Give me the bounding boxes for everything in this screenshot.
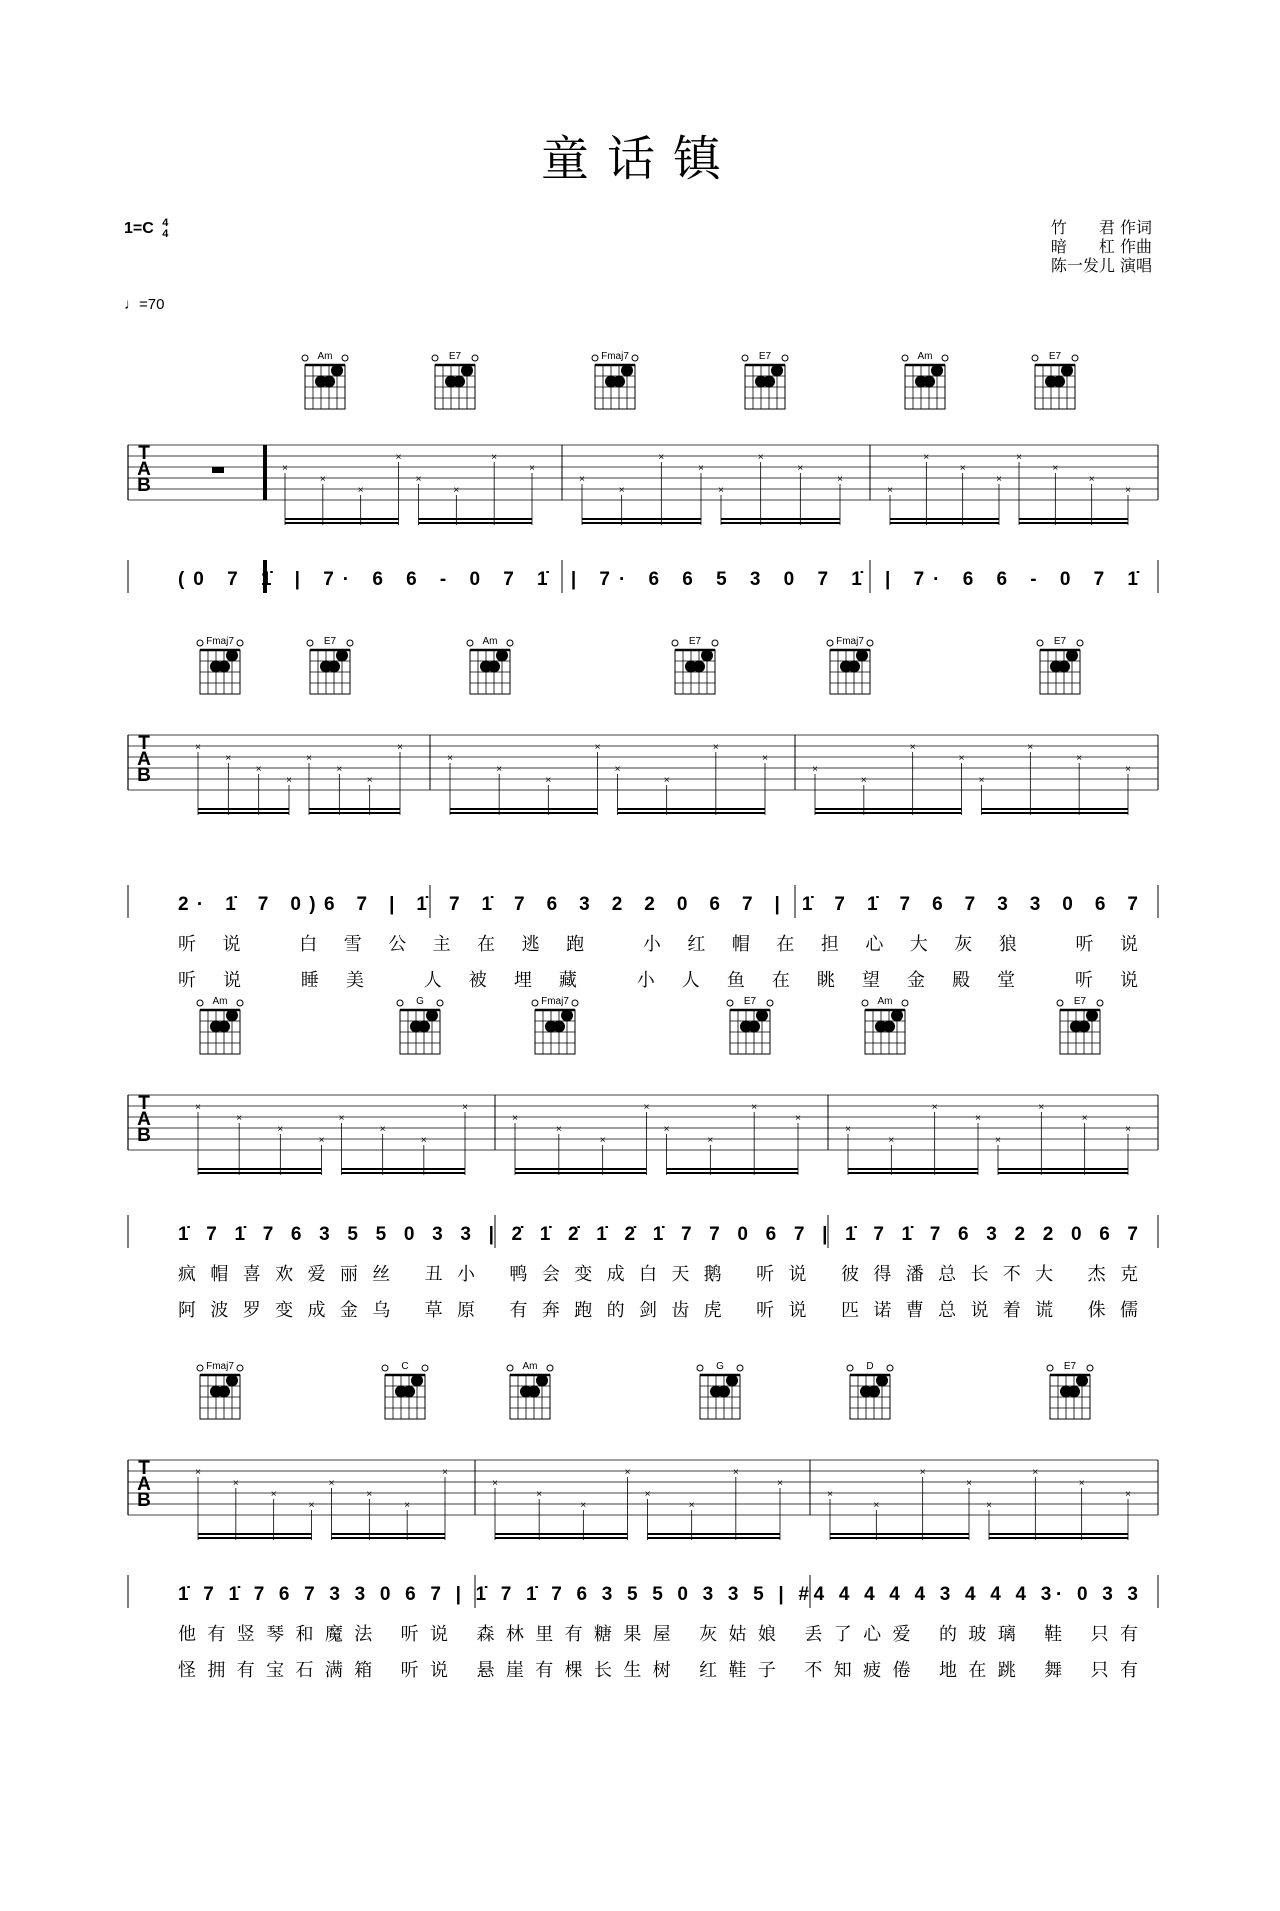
chord-name-3-1: C — [401, 1361, 409, 1372]
tab-note: × — [306, 753, 312, 764]
open-string-mark — [507, 1365, 513, 1371]
chord-name-2-0: Am — [212, 996, 228, 1007]
finger-dot — [726, 1375, 738, 1387]
tab-note: × — [512, 1113, 518, 1124]
open-string-mark — [547, 1365, 553, 1371]
tab-note: × — [195, 1102, 201, 1113]
tab-note: × — [959, 463, 966, 474]
finger-dot — [923, 376, 935, 388]
credit-singer: 陈一发儿 演唱 — [1050, 256, 1152, 275]
tab-note: × — [270, 1489, 277, 1500]
open-string-mark — [697, 1365, 703, 1371]
tab-letter-B: B — [137, 1125, 151, 1146]
tab-note: × — [698, 463, 704, 474]
tab-note: × — [195, 742, 201, 753]
open-string-mark — [432, 355, 438, 361]
open-string-mark — [1097, 1000, 1103, 1006]
chord-name-0-5: E7 — [1048, 351, 1062, 362]
tab-note: × — [762, 753, 768, 764]
jianpu-line-0: (0 7 1̇ | 7· 6 6 - 0 7 1̇ | 7· 6 6 5 3 0 7 1̇ | 7· 6 6 - 0 7 1̇ — [178, 569, 1138, 590]
finger-dot — [1061, 365, 1073, 377]
tab-note: × — [663, 775, 670, 786]
chord-name-1-2: Am — [482, 636, 498, 647]
chord-name-3-0: Fmaj7 — [206, 1361, 234, 1372]
tab-note: × — [286, 775, 292, 786]
tab-note: × — [1125, 1489, 1131, 1500]
open-string-mark — [507, 640, 513, 646]
open-string-mark — [1047, 1365, 1053, 1371]
chord-name-0-3: E7 — [758, 351, 772, 362]
chord-name-2-2: Fmaj7 — [541, 996, 569, 1007]
finger-dot — [323, 376, 335, 388]
finger-dot — [891, 1010, 903, 1022]
finger-dot — [453, 376, 465, 388]
tab-note: × — [797, 463, 804, 474]
tab-note: × — [462, 1102, 468, 1113]
finger-dot — [461, 365, 473, 377]
tab-note: × — [496, 764, 503, 775]
chord-name-0-4: Am — [917, 351, 933, 362]
finger-dot — [403, 1386, 415, 1398]
tab-letter-T: T — [138, 443, 150, 464]
tab-note: × — [757, 452, 764, 463]
open-string-mark — [467, 640, 473, 646]
chord-name-3-5: E7 — [1063, 1361, 1077, 1372]
tab-note: × — [795, 1113, 801, 1124]
finger-dot — [613, 376, 625, 388]
tab-note: × — [1032, 1467, 1039, 1478]
finger-dot — [218, 1386, 230, 1398]
tab-note: × — [420, 1135, 427, 1146]
finger-dot — [1086, 1010, 1098, 1022]
tab-note: × — [663, 1124, 670, 1135]
chord-name-3-2: Am — [522, 1361, 538, 1372]
tab-note: × — [618, 485, 625, 496]
open-string-mark — [782, 355, 788, 361]
tab-note: × — [318, 1135, 325, 1146]
finger-dot — [418, 1021, 430, 1033]
finger-dot — [868, 1386, 880, 1398]
tab-note: × — [308, 1500, 315, 1511]
finger-dot — [1076, 1375, 1088, 1387]
tab-note: × — [1125, 764, 1131, 775]
open-string-mark — [902, 355, 908, 361]
chord-name-1-3: E7 — [688, 636, 702, 647]
tab-note: × — [1088, 474, 1095, 485]
chord-name-1-1: E7 — [323, 636, 337, 647]
tab-note: × — [751, 1102, 758, 1113]
chord-name-0-1: E7 — [448, 351, 462, 362]
tab-note: × — [888, 1135, 895, 1146]
finger-dot — [748, 1021, 760, 1033]
tab-note: × — [338, 1113, 345, 1124]
finger-dot — [931, 365, 943, 377]
tab-note: × — [845, 1124, 851, 1135]
tab-note: × — [379, 1124, 386, 1135]
open-string-mark — [532, 1000, 538, 1006]
open-string-mark — [827, 640, 833, 646]
tab-note: × — [594, 742, 601, 753]
finger-dot — [496, 650, 508, 662]
tab-note: × — [919, 1467, 926, 1478]
lyrics-verse1-3: 他有竖琴和魔法 听说 森林里有糖果屋 灰姑娘 丢了心爱 的玻璃 鞋 只有 — [178, 1624, 1138, 1645]
whole-rest — [212, 467, 224, 473]
tab-note: × — [923, 452, 930, 463]
finger-dot — [621, 365, 633, 377]
finger-dot — [426, 1010, 438, 1022]
finger-dot — [1053, 376, 1065, 388]
tab-note: × — [492, 1478, 498, 1489]
open-string-mark — [942, 355, 948, 361]
tab-note: × — [397, 742, 403, 753]
tab-note: × — [404, 1500, 411, 1511]
finger-dot — [218, 661, 230, 673]
tab-note: × — [395, 452, 402, 463]
tab-note: × — [255, 764, 262, 775]
tab-note: × — [195, 1467, 201, 1478]
open-string-mark — [1072, 355, 1078, 361]
tab-note: × — [978, 775, 985, 786]
tab-note: × — [658, 452, 665, 463]
tab-letter-T: T — [138, 1458, 150, 1479]
tab-note: × — [860, 775, 867, 786]
tab-note: × — [732, 1467, 739, 1478]
finger-dot — [718, 1386, 730, 1398]
finger-dot — [1066, 650, 1078, 662]
tab-note: × — [232, 1478, 239, 1489]
open-string-mark — [237, 1365, 243, 1371]
finger-dot — [848, 661, 860, 673]
open-string-mark — [1032, 355, 1038, 361]
tab-letter-A: A — [137, 749, 151, 770]
tab-note: × — [827, 1489, 833, 1500]
tab-letter-T: T — [138, 733, 150, 754]
tab-note: × — [777, 1478, 783, 1489]
tab-note: × — [415, 474, 422, 485]
tab-note: × — [319, 474, 326, 485]
chord-name-2-3: E7 — [743, 996, 757, 1007]
tab-note: × — [366, 775, 373, 786]
lyrics-verse2-2: 阿波罗变成金乌 草原 有奔跑的剑齿虎 听说 匹诺曹总说着谎 侏儒 — [178, 1300, 1138, 1321]
finger-dot — [411, 1375, 423, 1387]
tab-note: × — [909, 742, 916, 753]
tab-note: × — [644, 1489, 651, 1500]
finger-dot — [528, 1386, 540, 1398]
finger-dot — [226, 1010, 238, 1022]
jianpu-line-3: 1̇ 7 1̇ 7 6 7 3 3 0 6 7 | 1̇ 7 1̇ 7 6 3 5 5 0 3 3 5 | #4 4 4 4 4 3 4 4 4 3· 0 3 3 — [178, 1584, 1139, 1605]
open-string-mark — [712, 640, 718, 646]
open-string-mark — [867, 640, 873, 646]
finger-dot — [756, 1010, 768, 1022]
tab-note: × — [887, 485, 893, 496]
finger-dot — [331, 365, 343, 377]
open-string-mark — [887, 1365, 893, 1371]
open-string-mark — [862, 1000, 868, 1006]
jianpu-line-2: 1̇ 7 1̇ 7 6 3 5 5 0 3 3 | 2̇ 1̇ 2̇ 1̇ 2̇ 1̇ 7 7 0 6 7 | 1̇ 7 1̇ 7 6 3 2 2 0 6 7 — [178, 1224, 1138, 1245]
tab-note: × — [236, 1113, 243, 1124]
page-title: 童话镇 — [540, 131, 739, 187]
tab-note: × — [491, 452, 498, 463]
lyrics-verse1-2: 疯帽喜欢爱丽丝 丑小 鸭会变成白天鹅 听说 彼得潘总长不大 杰克 — [178, 1264, 1138, 1285]
finger-dot — [561, 1010, 573, 1022]
open-string-mark — [437, 1000, 443, 1006]
tab-note: × — [707, 1135, 714, 1146]
tab-note: × — [282, 463, 288, 474]
tab-note: × — [1078, 1478, 1085, 1489]
finger-dot — [226, 650, 238, 662]
tab-note: × — [1052, 463, 1059, 474]
tab-note: × — [624, 1467, 631, 1478]
tab-note: × — [225, 753, 232, 764]
tab-note: × — [931, 1102, 938, 1113]
tab-note: × — [366, 1489, 373, 1500]
finger-dot — [1078, 1021, 1090, 1033]
open-string-mark — [1037, 640, 1043, 646]
open-string-mark — [382, 1365, 388, 1371]
tab-letter-B: B — [137, 765, 151, 786]
chord-name-1-4: Fmaj7 — [836, 636, 864, 647]
chord-name-1-5: E7 — [1053, 636, 1067, 647]
chord-name-2-4: Am — [877, 996, 893, 1007]
tab-note: × — [1016, 452, 1022, 463]
finger-dot — [693, 661, 705, 673]
tab-note: × — [580, 1500, 587, 1511]
tab-note: × — [958, 753, 965, 764]
open-string-mark — [847, 1365, 853, 1371]
open-string-mark — [727, 1000, 733, 1006]
finger-dot — [701, 650, 713, 662]
tab-note: × — [688, 1500, 695, 1511]
credit-lyricist: 竹 君 作词 — [1050, 218, 1152, 237]
tab-note: × — [545, 775, 552, 786]
tab-note: × — [536, 1489, 543, 1500]
tab-note: × — [995, 1135, 1001, 1146]
lyrics-verse2-3: 怪拥有宝石满箱 听说 悬崖有棵长生树 红鞋子 不知疲倦 地在跳 舞 只有 — [178, 1660, 1138, 1681]
finger-dot — [328, 661, 340, 673]
tab-note: × — [447, 753, 453, 764]
chord-name-3-3: G — [716, 1361, 724, 1372]
open-string-mark — [197, 1365, 203, 1371]
tab-note: × — [712, 742, 719, 753]
jianpu-line-1: 2· 1̇ 7 0)6 7 | 1̇ 7 1̇ 7 6 3 2 2 0 6 7 | 1̇ 7 1̇ 7 6 7 3 3 0 6 7 — [178, 894, 1139, 915]
tab-note: × — [1027, 742, 1034, 753]
finger-dot — [763, 376, 775, 388]
tab-note: × — [1125, 485, 1131, 496]
open-string-mark — [632, 355, 638, 361]
lyrics-verse2-1: 听说 睡美 人被埋藏 小人鱼在眺望金殿堂 听说 — [178, 970, 1138, 991]
tab-note: × — [812, 764, 818, 775]
tab-note: × — [336, 764, 343, 775]
tab-note: × — [1038, 1102, 1045, 1113]
tab-letter-A: A — [137, 1109, 151, 1130]
chord-name-3-4: D — [866, 1361, 874, 1372]
open-string-mark — [472, 355, 478, 361]
time-sig-top: 4 — [162, 217, 169, 229]
open-string-mark — [237, 640, 243, 646]
tab-note: × — [357, 485, 364, 496]
tab-note: × — [277, 1124, 284, 1135]
finger-dot — [488, 661, 500, 673]
open-string-mark — [422, 1365, 428, 1371]
tab-note: × — [986, 1500, 992, 1511]
lyrics-verse1-1: 听说 白雪公主在逃跑 小红帽在担心大灰狼 听说 — [178, 934, 1138, 955]
tab-note: × — [1125, 1124, 1131, 1135]
open-string-mark — [1077, 640, 1083, 646]
tab-note: × — [837, 474, 843, 485]
tab-letter-B: B — [137, 475, 151, 496]
finger-dot — [336, 650, 348, 662]
open-string-mark — [1087, 1365, 1093, 1371]
tab-note: × — [966, 1478, 972, 1489]
finger-dot — [226, 1375, 238, 1387]
tab-note: × — [1081, 1113, 1088, 1124]
finger-dot — [536, 1375, 548, 1387]
tab-letter-B: B — [137, 1490, 151, 1511]
open-string-mark — [672, 640, 678, 646]
open-string-mark — [1057, 1000, 1063, 1006]
tab-note: × — [718, 485, 724, 496]
finger-dot — [1068, 1386, 1080, 1398]
tab-note: × — [975, 1113, 981, 1124]
tab-note: × — [579, 474, 585, 485]
open-string-mark — [197, 1000, 203, 1006]
open-string-mark — [572, 1000, 578, 1006]
finger-dot — [856, 650, 868, 662]
open-string-mark — [342, 355, 348, 361]
open-string-mark — [307, 640, 313, 646]
finger-dot — [883, 1021, 895, 1033]
open-string-mark — [592, 355, 598, 361]
chord-name-0-0: Am — [317, 351, 333, 362]
open-string-mark — [237, 1000, 243, 1006]
tab-note: × — [1076, 753, 1083, 764]
finger-dot — [553, 1021, 565, 1033]
credit-composer: 暗 杠 作曲 — [1050, 237, 1152, 256]
chord-name-2-1: G — [416, 996, 424, 1007]
tab-note: × — [453, 485, 460, 496]
tab-letter-A: A — [137, 1474, 151, 1495]
chord-name-1-0: Fmaj7 — [206, 636, 234, 647]
tab-note: × — [328, 1478, 335, 1489]
open-string-mark — [397, 1000, 403, 1006]
tab-note: × — [614, 764, 621, 775]
tempo-mark: ♩=70 — [124, 296, 165, 313]
tab-note: × — [873, 1500, 880, 1511]
finger-dot — [771, 365, 783, 377]
tab-note: × — [529, 463, 535, 474]
open-string-mark — [347, 640, 353, 646]
open-string-mark — [767, 1000, 773, 1006]
tab-note: × — [555, 1124, 562, 1135]
open-string-mark — [742, 355, 748, 361]
chord-name-2-5: E7 — [1073, 996, 1087, 1007]
key-text: 1=C — [124, 220, 154, 238]
chord-name-0-2: Fmaj7 — [601, 351, 629, 362]
finger-dot — [876, 1375, 888, 1387]
finger-dot — [218, 1021, 230, 1033]
open-string-mark — [737, 1365, 743, 1371]
tab-note: × — [996, 474, 1002, 485]
tab-note: × — [643, 1102, 650, 1113]
open-string-mark — [197, 640, 203, 646]
tab-letter-T: T — [138, 1093, 150, 1114]
tab-note: × — [442, 1467, 448, 1478]
tab-note: × — [599, 1135, 606, 1146]
tab-letter-A: A — [137, 459, 151, 480]
finger-dot — [1058, 661, 1070, 673]
time-sig-bottom: 4 — [162, 228, 169, 240]
open-string-mark — [902, 1000, 908, 1006]
open-string-mark — [302, 355, 308, 361]
